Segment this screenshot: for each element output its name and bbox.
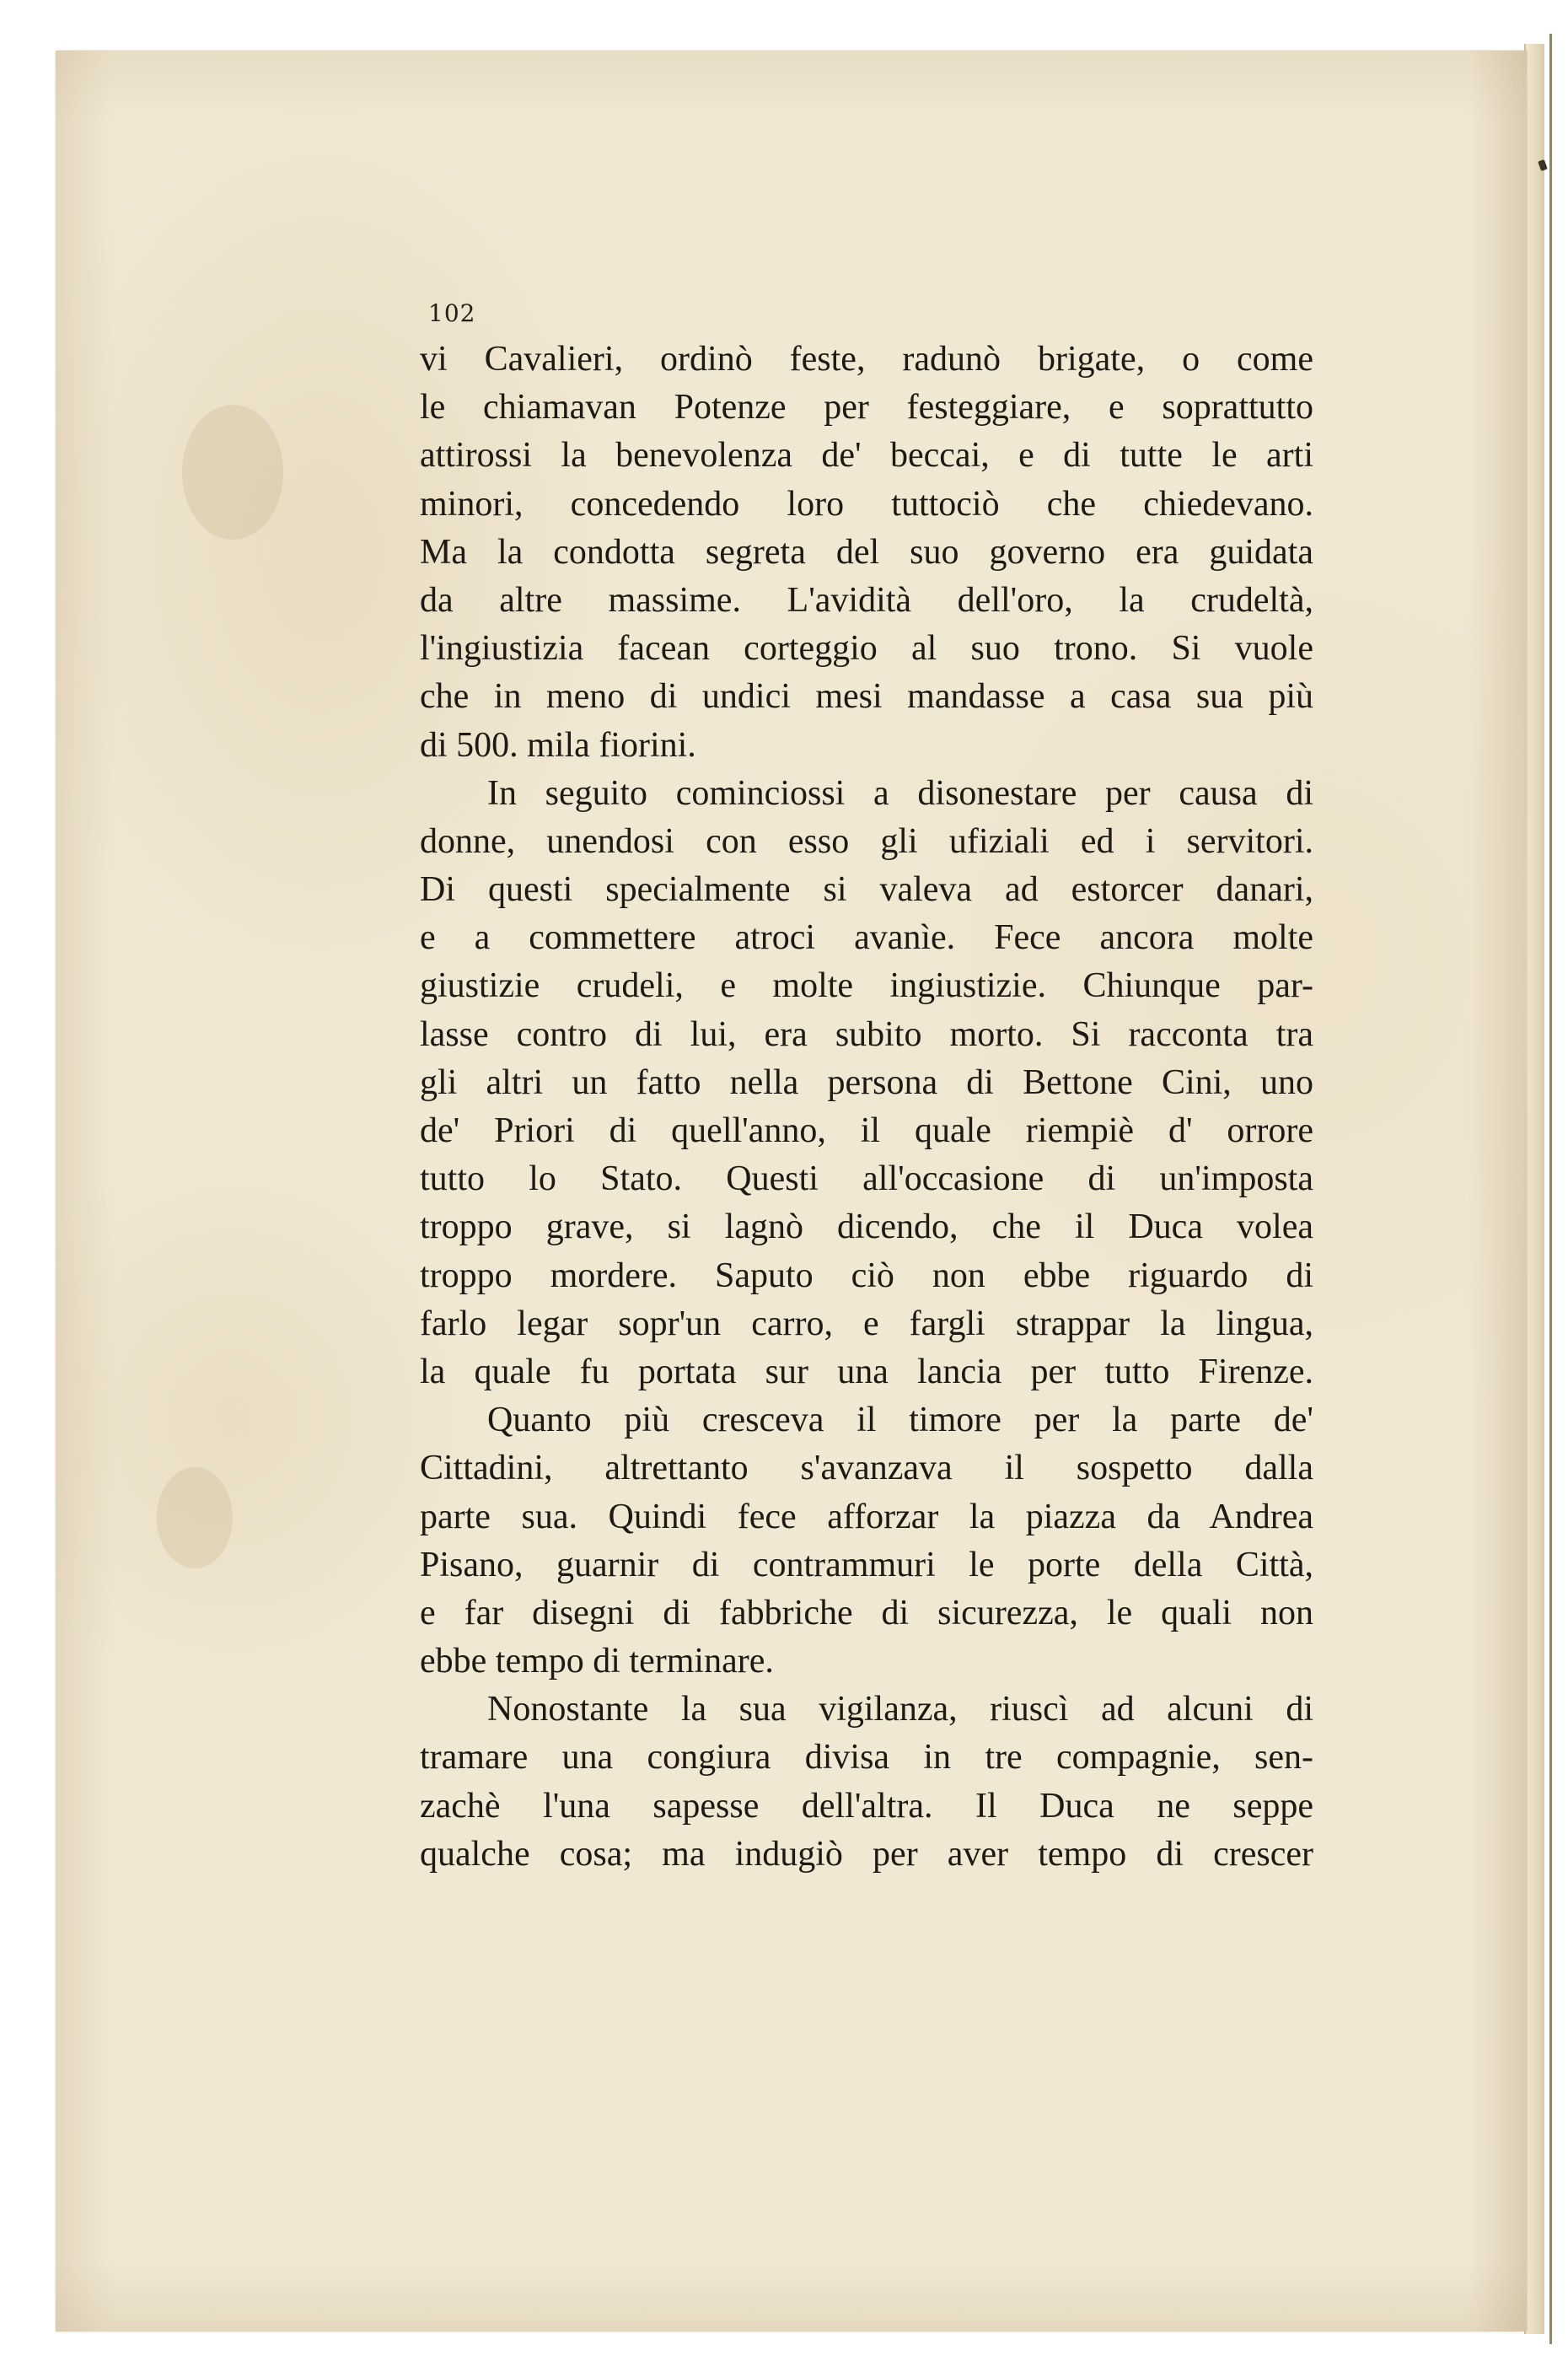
paper-stain <box>157 1467 233 1568</box>
text-line: e far disegni di fabbriche di sicurezza, le quali non <box>420 1593 1313 1632</box>
text-line: tramare una congiura divisa in tre compagnie, sen- <box>420 1738 1313 1777</box>
text-line: de' Priori di quell'anno, il quale riempiè d' orrore <box>420 1111 1313 1150</box>
text-line: troppo mordere. Saputo ciò non ebbe riguardo di <box>420 1256 1313 1295</box>
text-line: da altre massime. L'avidità dell'oro, la crudeltà, <box>420 580 1313 620</box>
paper-stain <box>182 405 283 540</box>
text-line: Ma la condotta segreta del suo governo era guidata <box>420 532 1313 572</box>
paragraph-start-line: Nonostante la sua vigilanza, riuscì ad alcuni di <box>487 1690 1313 1729</box>
page-number: 102 <box>428 299 476 327</box>
binding-edge-line <box>1549 34 1552 2344</box>
text-line: minori, concedendo loro tuttociò che chiedevano. <box>420 484 1313 524</box>
text-line: gli altri un fatto nella persona di Bettone Cini, uno <box>420 1062 1313 1102</box>
text-line: Pisano, guarnir di contrammuri le porte della Città, <box>420 1545 1313 1584</box>
text-line: l'ingiustizia facean corteggio al suo trono. Si vuole <box>420 629 1313 669</box>
text-line: troppo grave, si lagnò dicendo, che il Duca volea <box>420 1207 1313 1247</box>
paragraph-start-line: Quanto più cresceva il timore per la parte de' <box>487 1401 1313 1440</box>
text-line: qualche cosa; ma indugiò per aver tempo di crescer <box>420 1834 1313 1874</box>
page-text <box>420 336 1313 1879</box>
text-line: le chiamavan Potenze per festeggiare, e soprattutto <box>420 388 1313 428</box>
text-line: vi Cavalieri, ordinò feste, radunò brigate, o come <box>420 340 1313 379</box>
text-line: ebbe tempo di terminare. <box>420 1642 774 1681</box>
text-line: tutto lo Stato. Questi all'occasione di un'imposta <box>420 1159 1313 1199</box>
text-line: Cittadini, altrettanto s'avanzava il sospetto dalla <box>420 1449 1313 1488</box>
text-line: attirossi la benevolenza de' beccai, e di tutte le arti <box>420 436 1313 476</box>
text-line: giustizie crudeli, e molte ingiustizie. Chiunque par- <box>420 966 1313 1006</box>
text-line: e a commettere atroci avanìe. Fece ancora molte <box>420 918 1313 958</box>
text-line: parte sua. Quindi fece afforzar la piazza da Andrea <box>420 1497 1313 1536</box>
next-page-edge <box>1524 44 1544 2334</box>
text-line: donne, unendosi con esso gli ufiziali ed i servitori. <box>420 821 1313 861</box>
text-line: lasse contro di lui, era subito morto. Si racconta tra <box>420 1014 1313 1054</box>
text-line: Di questi specialmente si valeva ad estorcer danari, <box>420 870 1313 910</box>
text-line: farlo legar sopr'un carro, e fargli strappar la lingua, <box>420 1304 1313 1343</box>
text-line: di 500. mila fiorini. <box>420 725 696 765</box>
text-line: zachè l'una sapesse dell'altra. Il Duca ne seppe <box>420 1786 1313 1826</box>
text-line: che in meno di undici mesi mandasse a casa sua più <box>420 677 1313 717</box>
paragraph-start-line: In seguito cominciossi a disonestare per causa di <box>487 773 1313 813</box>
text-line: la quale fu portata sur una lancia per tutto Firenze. <box>420 1352 1313 1391</box>
